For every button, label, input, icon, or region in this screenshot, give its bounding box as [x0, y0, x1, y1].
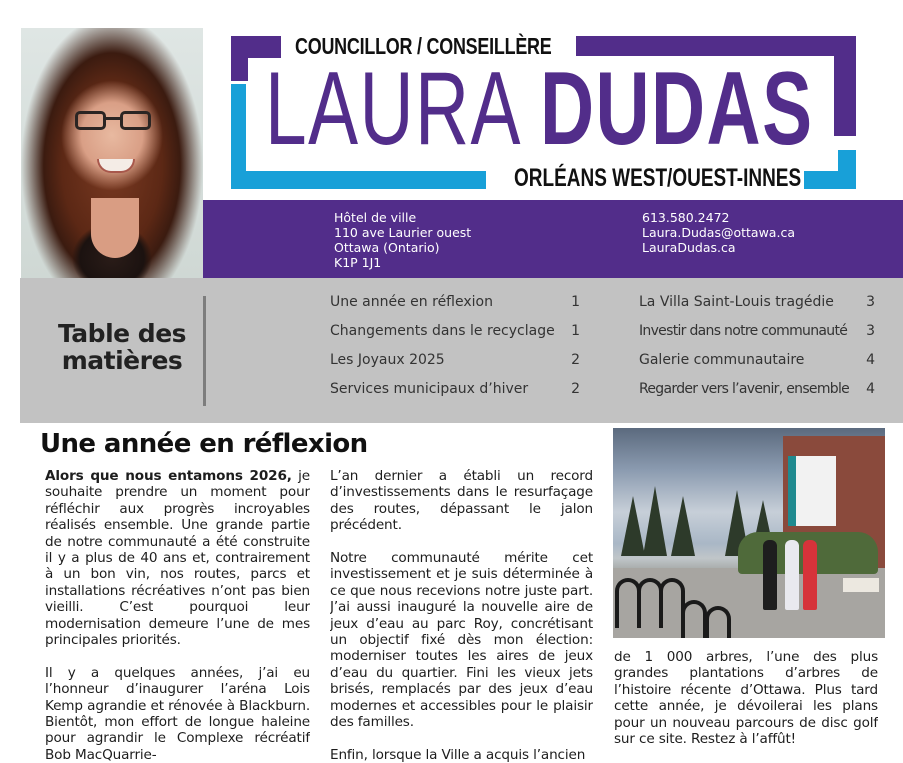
photo-tree: [621, 496, 645, 556]
logo-frame-cyan-right: [838, 150, 856, 189]
logo-frame-purple-right: [834, 36, 856, 136]
website-link[interactable]: LauraDudas.ca: [642, 240, 736, 255]
toc-entry-label: Services municipaux d’hiver: [330, 381, 529, 397]
toc-entry[interactable]: [639, 379, 875, 408]
logo-frame-purple-left: [231, 36, 248, 81]
portrait-smile: [97, 159, 135, 173]
photo-person: [763, 540, 777, 610]
article-lead-bold: Alors que nous entamons 2026,: [45, 468, 292, 484]
toc-entry[interactable]: [330, 292, 580, 321]
article-paragraph: [45, 468, 310, 648]
councillor-portrait-photo: [21, 28, 203, 278]
councillor-logo: [231, 33, 856, 192]
toc-entry-label: Galerie communautaire: [639, 352, 805, 368]
toc-entry-label: Les Joyaux 2025: [330, 352, 445, 368]
toc-entry-page: 2: [571, 352, 580, 368]
article-column-3: [614, 649, 878, 763]
toc-title: [42, 320, 202, 374]
article-paragraph: Enfin, lorsque la Ville a acquis l’ancien: [330, 746, 586, 763]
toc-entry-label: La Villa Saint-Louis tragédie: [639, 294, 834, 310]
article-lead-rest: je souhaite prendre un moment pour réfléchir aux progrès incroyables réalisés ensemble. Une grande partie de notre communauté a été construite il y a plus de 40 ans et, contrairement à un bon vin, nos routes, parcs et installations récréatives n’ont pas bien vieilli. C’est pourquoi leur modernisation demeure l’une de mes principales priorités.: [45, 468, 310, 649]
logo-title: COUNCILLOR / CONSEILLÈRE: [295, 33, 552, 59]
photo-tree: [671, 496, 695, 556]
toc-column-left: [330, 292, 580, 408]
address-line: Hôtel de ville: [334, 210, 417, 225]
logo-ward: ORLÉANS WEST/OUEST-INNES: [514, 164, 802, 192]
toc-divider: [203, 296, 206, 406]
portrait-glasses: [75, 111, 151, 131]
toc-entry[interactable]: [330, 379, 580, 408]
photo-bench: [843, 578, 879, 592]
toc-entry-label: Regarder vers l’avenir, ensemble: [639, 381, 850, 397]
logo-name: [265, 51, 814, 167]
contact-bar: [203, 200, 903, 278]
address-line: Ottawa (Ontario): [334, 240, 440, 255]
address-line: K1P 1J1: [334, 255, 382, 270]
article-paragraph: L’an dernier a établi un record d’investissements dans le resurfaçage des routes, dépassant le jalon précédent.: [330, 468, 593, 534]
toc-title-line: Table des: [57, 319, 187, 348]
toc-entry-page: 1: [571, 323, 580, 339]
toc-entry-label: Investir dans notre communauté: [639, 323, 848, 339]
toc-entry-page: 3: [866, 323, 875, 339]
toc-entry-label: Changements dans le recyclage: [330, 323, 555, 339]
article-photo: [613, 428, 885, 638]
article-headline: Une année en réflexion: [40, 429, 368, 459]
photo-bike-rack: [681, 600, 707, 638]
article-paragraph: Il y a quelques années, j’ai eu l’honneur d’inaugurer l’aréna Lois Kemp agrandie et rénovée à Blackburn. Bientôt, mon effort de longue haleine pour agrandir le Complexe récréatif Bob MacQuarrie-: [45, 664, 310, 763]
toc-entry[interactable]: [639, 292, 875, 321]
photo-sign: [788, 456, 836, 526]
toc-entry[interactable]: [330, 350, 580, 379]
article-paragraph: de 1 000 arbres, l’une des plus grandes plantations d’arbres de l’histoire récente d’Ottawa. Plus tard cette année, je dévoilerai les plans pour un nouveau parcours de disc golf sur ce site. Restez à l’affût!: [614, 649, 878, 748]
photo-person: [785, 540, 799, 610]
portrait-neck: [91, 198, 139, 258]
logo-last-name: DUDAS: [540, 51, 814, 167]
toc-entry-page: 2: [571, 381, 580, 397]
address-line: 110 ave Laurier ouest: [334, 225, 472, 240]
toc-entry-page: 4: [866, 381, 875, 397]
logo-first-name: LAURA: [265, 51, 518, 167]
office-address: [334, 210, 471, 270]
article-column-1: [45, 468, 310, 763]
photo-bike-rack: [705, 606, 731, 638]
photo-person: [803, 540, 817, 610]
photo-tree: [643, 486, 667, 556]
phone-number[interactable]: 613.580.2472: [642, 210, 730, 225]
toc-title-line: matières: [61, 346, 183, 375]
toc-entry-label: Une année en réflexion: [330, 294, 493, 310]
email-link[interactable]: Laura.Dudas@ottawa.ca: [642, 225, 795, 240]
toc-entry-page: 4: [866, 352, 875, 368]
toc-entry[interactable]: [330, 321, 580, 350]
toc-column-right: [639, 292, 875, 408]
toc-entry[interactable]: [639, 321, 875, 350]
logo-frame-cyan-bottom-left: [231, 171, 486, 189]
toc-entry-page: 1: [571, 294, 580, 310]
article-paragraph: Notre communauté mérite cet investissement et je suis déterminée à ce que nous recevions notre juste part. J’ai aussi inauguré la nouvelle aire de jeux d’eau au parc Roy, concrétisant un objectif fixé dès mon élection: moderniser toutes les aires de jeux d’eau du quartier. Fini les vieux jets brisés, remplacés par des jeux d’eau modernes et accessibles pour le plaisir des familles.: [330, 550, 593, 731]
article-column-2: [330, 468, 593, 763]
contact-details: [642, 210, 795, 255]
toc-entry-page: 3: [866, 294, 875, 310]
table-of-contents: [20, 278, 903, 423]
toc-entry[interactable]: [639, 350, 875, 379]
